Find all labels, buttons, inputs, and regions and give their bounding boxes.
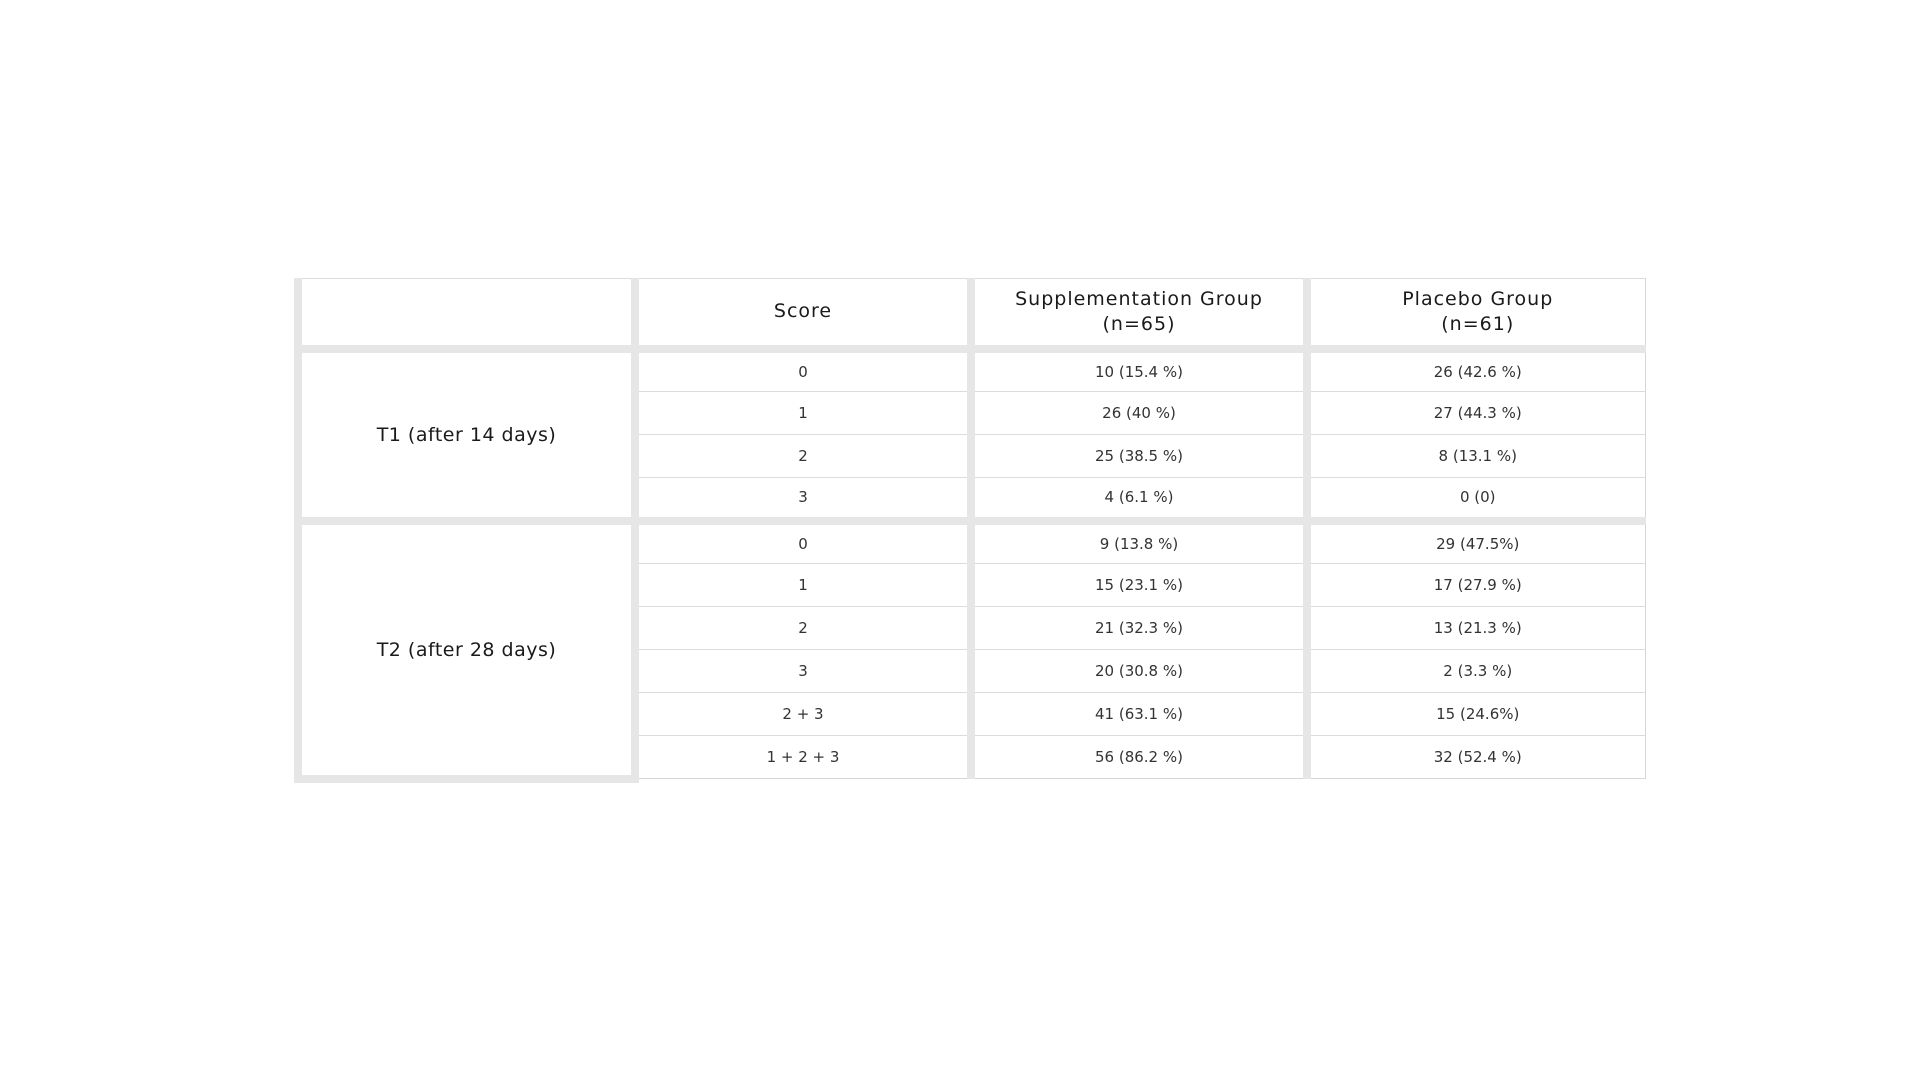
score-cell: 3: [635, 650, 971, 693]
supplementation-cell: 4 (6.1 %): [971, 478, 1307, 521]
placebo-cell: 27 (44.3 %): [1307, 392, 1645, 435]
score-cell: 2: [635, 435, 971, 478]
score-cell: 1 + 2 + 3: [635, 736, 971, 779]
placebo-cell: 13 (21.3 %): [1307, 607, 1645, 650]
placebo-cell: 8 (13.1 %): [1307, 435, 1645, 478]
header-supplementation-label: Supplementation Group: [1015, 287, 1263, 310]
supplementation-cell: 25 (38.5 %): [971, 435, 1307, 478]
header-placebo-n: (n=61): [1441, 312, 1515, 335]
placebo-cell: 26 (42.6 %): [1307, 349, 1645, 392]
header-row: [298, 279, 1645, 349]
supplementation-cell: 41 (63.1 %): [971, 693, 1307, 736]
score-cell: 0: [635, 521, 971, 564]
results-table: [294, 278, 1646, 783]
supplementation-cell: 20 (30.8 %): [971, 650, 1307, 693]
score-cell: 1: [635, 564, 971, 607]
supplementation-cell: 56 (86.2 %): [971, 736, 1307, 779]
header-score: Score: [635, 279, 971, 349]
placebo-cell: 0 (0): [1307, 478, 1645, 521]
supplementation-cell: 15 (23.1 %): [971, 564, 1307, 607]
score-cell: 1: [635, 392, 971, 435]
placebo-cell: 29 (47.5%): [1307, 521, 1645, 564]
supplementation-cell: 26 (40 %): [971, 392, 1307, 435]
placebo-cell: 15 (24.6%): [1307, 693, 1645, 736]
score-cell: 2: [635, 607, 971, 650]
table-row: [298, 349, 1645, 392]
header-period: [298, 279, 635, 349]
supplementation-cell: 9 (13.8 %): [971, 521, 1307, 564]
score-cell: 3: [635, 478, 971, 521]
placebo-cell: 2 (3.3 %): [1307, 650, 1645, 693]
score-cell: 2 + 3: [635, 693, 971, 736]
header-placebo-label: Placebo Group: [1402, 287, 1554, 310]
placebo-cell: 17 (27.9 %): [1307, 564, 1645, 607]
score-cell: 0: [635, 349, 971, 392]
period-t2: T2 (after 28 days): [298, 521, 635, 779]
header-placebo: [1307, 279, 1645, 349]
supplementation-cell: 21 (32.3 %): [971, 607, 1307, 650]
supplementation-cell: 10 (15.4 %): [971, 349, 1307, 392]
table-row: [298, 521, 1645, 564]
header-supplementation-n: (n=65): [1102, 312, 1176, 335]
period-t1: T1 (after 14 days): [298, 349, 635, 521]
header-supplementation: [971, 279, 1307, 349]
placebo-cell: 32 (52.4 %): [1307, 736, 1645, 779]
